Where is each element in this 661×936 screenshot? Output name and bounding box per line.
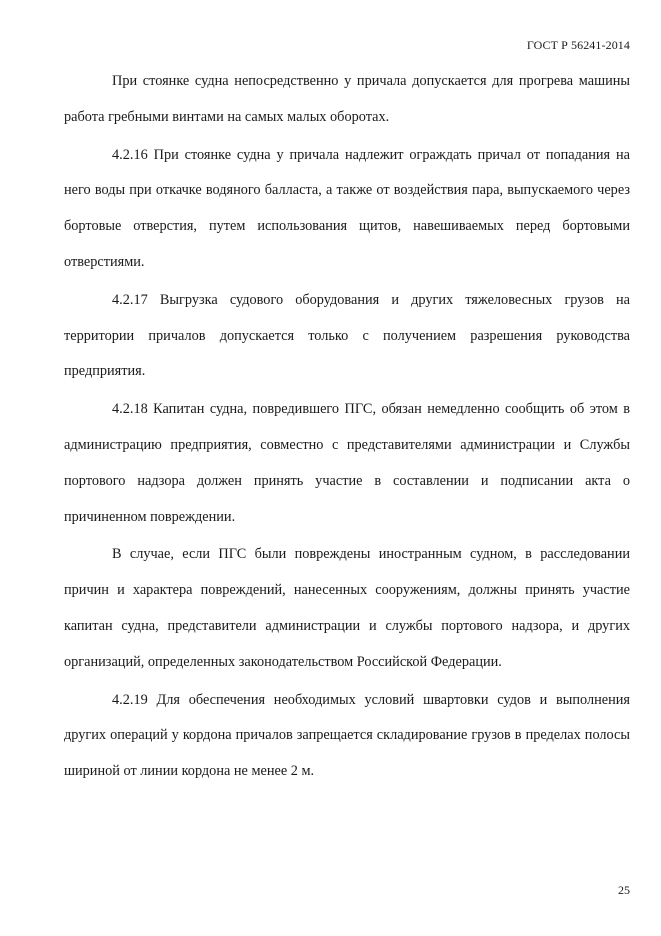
paragraph-4-2-18: 4.2.18 Капитан судна, повредившего ПГС, обязан немедленно сообщить об этом в администрацию предприятия, совместно с представителями администрации и Службы портового надзора должен принять участие в составлении и подписании акта о причиненном повреждении. — [64, 401, 630, 525]
page-number: 25 — [618, 883, 630, 897]
paragraph-4-2-19: 4.2.19 Для обеспечения необходимых условий швартовки судов и выполнения других операций у кордона причалов запрещается складирование грузов в пределах полосы шириной от линии кордона не менее 2 м. — [64, 691, 630, 780]
paragraph-foreign-vessel: В случае, если ПГС были повреждены иностранным судном, в расследовании причин и характера повреждений, нанесенных сооружениям, должны принять участие капитан судна, представители администрации и службы портового надзора, и других организаций, определенных законодательством Российской Федерации. — [64, 546, 630, 670]
document-body — [64, 64, 630, 792]
paragraph-4-2-17: 4.2.17 Выгрузка судового оборудования и других тяжеловесных грузов на территории причалов допускается только с получением разрешения руководства предприятия. — [64, 291, 630, 380]
paragraph-4-2-16: 4.2.16 При стоянке судна у причала надлежит ограждать причал от попадания на него воды при откачке водяного балласта, а также от воздействия пара, выпускаемого через бортовые отверстия, путем использования щитов, навешиваемых перед бортовыми отверстиями. — [64, 146, 630, 270]
paragraph-engine-warmup: При стоянке судна непосредственно у причала допускается для прогрева машины работа гребными винтами на самых малых оборотах. — [64, 73, 630, 125]
document-header-id: ГОСТ Р 56241-2014 — [526, 38, 630, 52]
